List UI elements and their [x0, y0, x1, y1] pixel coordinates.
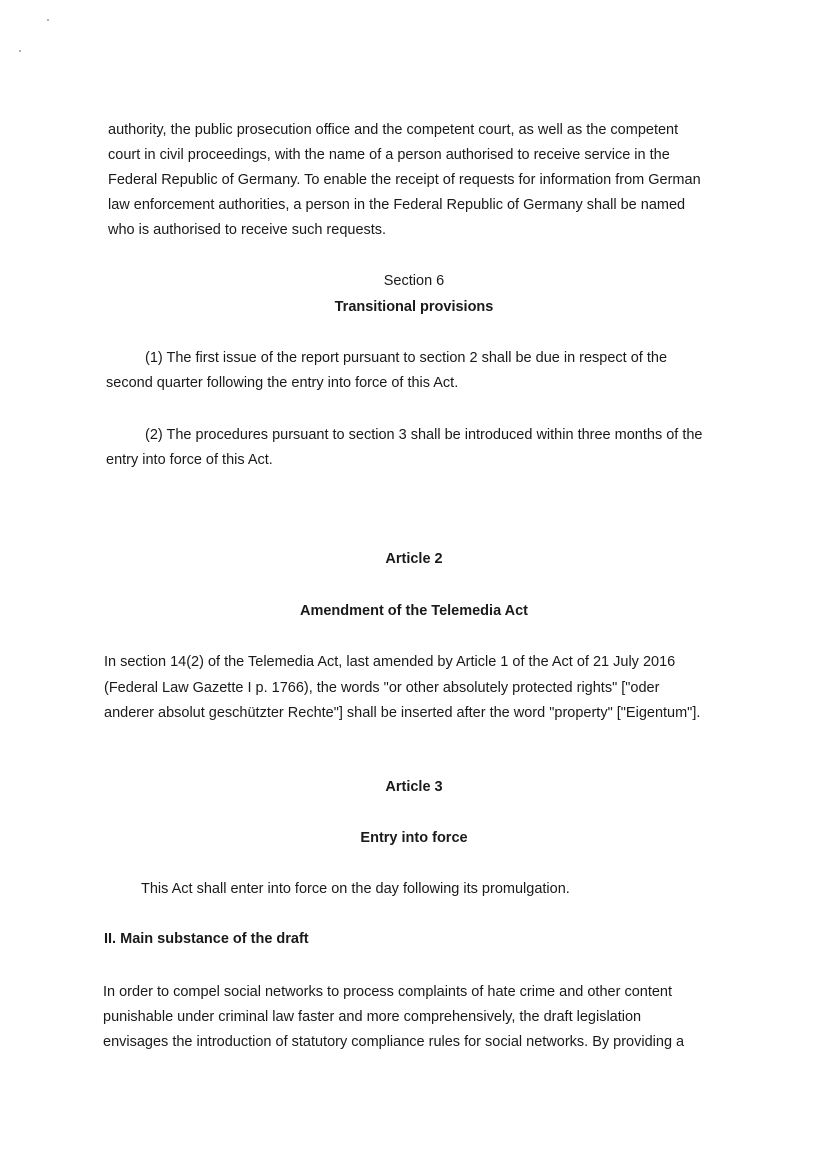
body-line: who is authorised to receive such requests.	[108, 222, 387, 238]
article-number: Article 3	[385, 779, 443, 795]
section-title: Transitional provisions	[334, 299, 494, 315]
body-line: Federal Republic of Germany. To enable the receipt of requests for information from German	[108, 172, 701, 188]
section-heading: II. Main substance of the draft	[104, 931, 309, 947]
body-line: In order to compel social networks to process complaints of hate crime and other content	[103, 984, 673, 1000]
body-line: In section 14(2) of the Telemedia Act, last amended by Article 1 of the Act of 21 July 2016	[104, 654, 676, 670]
article-title: Entry into force	[360, 830, 468, 846]
paragraph-line: entry into force of this Act.	[106, 452, 273, 468]
scan-speck	[19, 50, 21, 52]
section-number: Section 6	[383, 273, 445, 289]
article-title: Amendment of the Telemedia Act	[299, 603, 528, 619]
body-line: authority, the public prosecution office and the competent court, as well as the competent	[108, 122, 679, 138]
body-line: (Federal Law Gazette I p. 1766), the words "or other absolutely protected rights" ["oder	[104, 680, 660, 696]
paragraph-line: (1) The first issue of the report pursuant to section 2 shall be due in respect of the	[145, 350, 668, 366]
paragraph-line: (2) The procedures pursuant to section 3 shall be introduced within three months of the	[145, 427, 703, 443]
body-line: envisages the introduction of statutory compliance rules for social networks. By providing a	[103, 1034, 685, 1050]
body-line: punishable under criminal law faster and more comprehensively, the draft legislation	[103, 1009, 642, 1025]
body-line: anderer absolut geschützter Rechte"] shall be inserted after the word "property" ["Eigentum"].	[104, 705, 701, 721]
article-number: Article 2	[385, 551, 443, 567]
scan-speck	[47, 19, 49, 21]
paragraph-line: second quarter following the entry into force of this Act.	[106, 375, 459, 391]
body-line: law enforcement authorities, a person in the Federal Republic of Germany shall be named	[108, 197, 686, 213]
body-line: This Act shall enter into force on the day following its promulgation.	[141, 881, 570, 897]
body-line: court in civil proceedings, with the name of a person authorised to receive service in the	[108, 147, 670, 163]
